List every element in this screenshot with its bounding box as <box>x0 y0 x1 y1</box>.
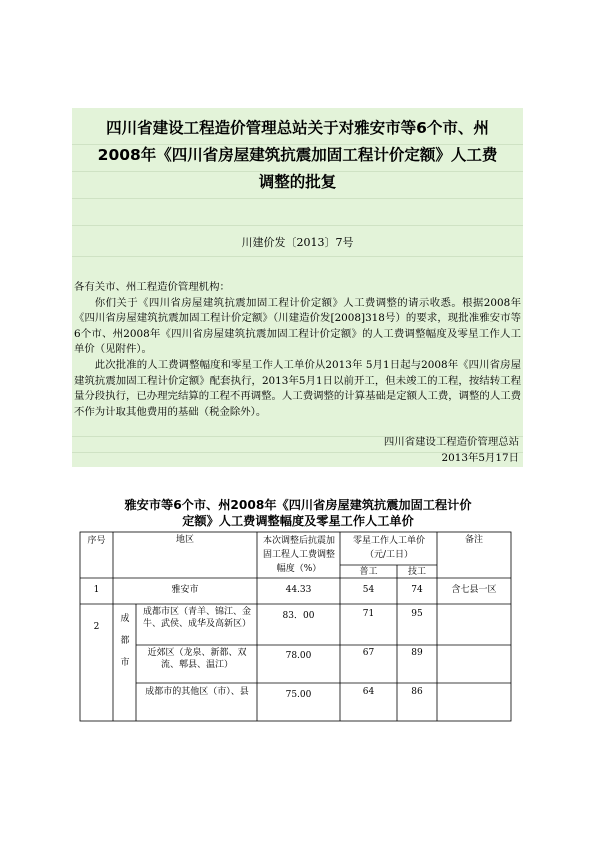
table-title <box>78 497 518 529</box>
cell-region: 雅安市 <box>171 585 199 595</box>
cell-region: 近郊区（龙泉、新都、双流、郫县、温江） <box>147 648 247 670</box>
divider <box>72 256 523 257</box>
cell-general: 54 <box>362 585 375 595</box>
notice-title-line: 四川省建设工程造价管理总站关于对雅安市等6个市、州 <box>106 119 489 137</box>
cell-adjust: 75.00 <box>285 690 312 700</box>
header-adjust: 本次调整后抗震加固工程人工费调整幅度（%） <box>262 536 335 574</box>
cell-general: 64 <box>362 687 375 697</box>
header-seq: 序号 <box>87 536 106 546</box>
paragraph: 你们关于《四川省房屋建筑抗震加固工程计价定额》人工费调整的请示收悉。根据2008年《四川省房屋建筑抗震加固工程计价定额》（川建造价发[2008]318号）的要求，现批准雅安市等6个市、州2008年《四川省房屋建筑抗震加固工程计价定额》的人工费调整幅度及零星工作人工单价（见附件）。 <box>74 296 521 356</box>
cell-adjust: 78.00 <box>285 651 312 661</box>
notice-body <box>74 280 521 420</box>
cell-skilled: 95 <box>411 609 423 619</box>
cell-skilled: 74 <box>411 585 423 595</box>
divider <box>72 225 523 226</box>
cell-general: 71 <box>362 609 375 619</box>
header-note: 备注 <box>464 535 483 545</box>
cell-seq: 2 <box>93 622 100 632</box>
cell-skilled: 89 <box>411 648 423 658</box>
cell-region: 成都市的其他区（市）、县 <box>145 687 249 697</box>
signature-date: 2013年5月17日 <box>441 451 519 464</box>
cell-adjust: 44.33 <box>285 585 312 595</box>
cell-region: 成都市区（青羊、锦江、金牛、武侯、成华及高新区） <box>142 607 251 629</box>
cell-seq: 1 <box>93 585 100 595</box>
notice-title-line: 2008年《四川省房屋建筑抗震加固工程计价定额》人工费 <box>97 146 498 164</box>
table-title-line: 定额》人工费调整幅度及零星工作人工单价 <box>182 514 414 528</box>
divider <box>72 198 523 199</box>
document-number: 川建价发〔2013〕7号 <box>241 236 354 249</box>
cell-city: 成都市 <box>120 614 130 668</box>
header-region: 地区 <box>175 535 194 545</box>
signature-org: 四川省建设工程造价管理总站 <box>383 436 519 448</box>
cell-skilled: 86 <box>411 687 423 697</box>
cell-note: 含七县一区 <box>451 585 497 595</box>
salutation: 各有关市、州工程造价管理机构： <box>74 281 230 293</box>
table-title-line: 雅安市等6个市、州2008年《四川省房屋建筑抗震加固工程计价 <box>124 498 472 512</box>
header-price-general: 普工 <box>359 567 378 577</box>
signature <box>384 435 519 466</box>
notice-title-line: 调整的批复 <box>258 173 337 191</box>
notice-title <box>72 115 523 196</box>
header-price-skilled: 技工 <box>407 567 426 577</box>
paragraph: 此次批准的人工费调整幅度和零星工作人工单价从2013年 5月1日起与2008年《四川省房屋建筑抗震加固工程计价定额》配套执行，2013年5月1日以前开工，但未竣工的工程，按结转工程量分段执行，已办理完结算的工程不再调整。人工费调整的计算基础是定额人工费，调整的人工费不作为计取其他费用的基础（税金除外）。 <box>74 358 521 418</box>
cell-adjust: 83．00 <box>282 611 315 621</box>
cell-general: 67 <box>362 648 375 658</box>
header-price: 零星工作人工单价（元/工日） <box>352 536 425 560</box>
